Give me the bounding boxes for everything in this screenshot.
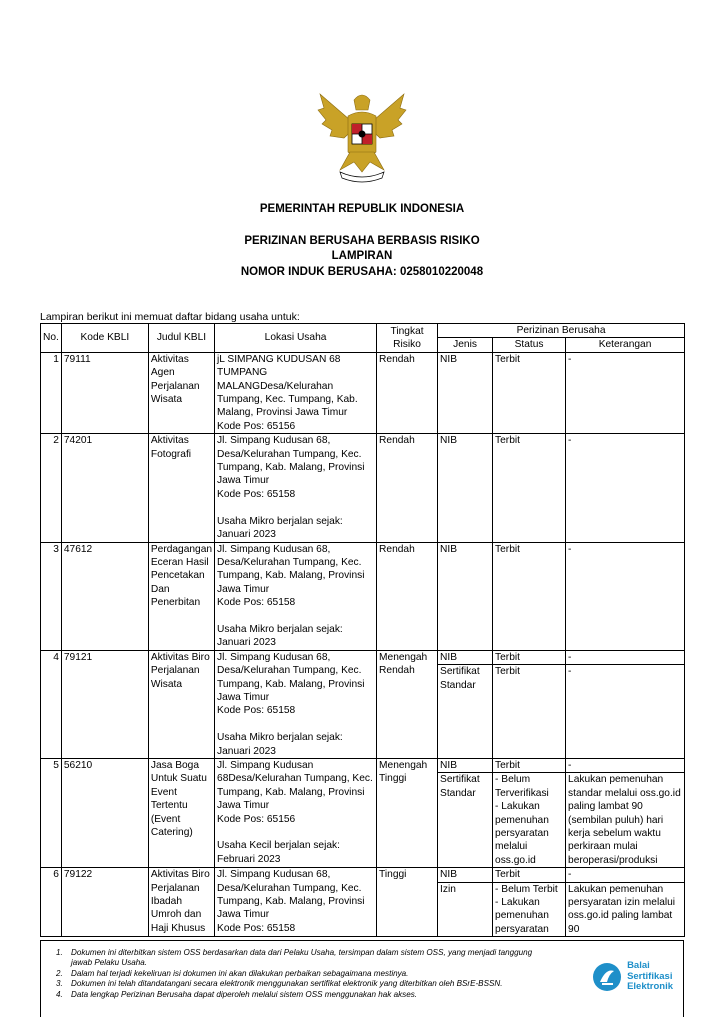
cell-risiko: Menengah Tinggi — [377, 759, 438, 868]
jenis-item: NIB — [440, 760, 458, 771]
status-item: Terbit — [495, 435, 520, 447]
jenis-item: Izin — [438, 882, 492, 896]
cell-no: 6 — [41, 868, 62, 937]
cell-jenis — [438, 650, 493, 758]
cell-keterangan — [566, 434, 685, 542]
cell-jenis — [438, 352, 493, 433]
col-judul: Judul KBLI — [148, 324, 214, 353]
keterangan-item: - — [568, 869, 572, 881]
business-table — [40, 323, 685, 937]
jenis-item: NIB — [440, 651, 458, 663]
cell-status — [493, 650, 566, 758]
status-item: Terbit — [495, 869, 520, 881]
table-row — [41, 650, 685, 758]
cell-lokasi: jL SIMPANG KUDUSAN 68 TUMPANG MALANGDesa/Kelurahan Tumpang, Kec. Tumpang, Kab. Malang, Provinsi Jawa Timur Kode Pos: 65156 — [215, 352, 377, 433]
keterangan-item: - — [568, 760, 572, 771]
cell-jenis — [438, 434, 493, 542]
jenis-item: Sertifikat Standar — [438, 772, 492, 800]
cell-keterangan — [566, 759, 685, 868]
bsre-logo — [592, 961, 673, 993]
table-row — [41, 542, 685, 650]
cell-kode: 47612 — [61, 542, 148, 650]
status-item: Terbit — [495, 651, 520, 663]
bsre-text-line: Elektronik — [627, 981, 673, 992]
status-item: - Belum Terverifikasi - Lakukan pemenuhan persyaratan melalui oss.go.id — [493, 772, 565, 867]
cell-status — [493, 434, 566, 542]
keterangan-item: - — [568, 435, 572, 447]
jenis-item: NIB — [440, 543, 458, 555]
status-item: Terbit — [493, 664, 565, 678]
cell-judul: Jasa Boga Untuk Suatu Event Tertentu (Event Catering) — [148, 759, 214, 868]
attachment-label: LAMPIRAN — [331, 250, 393, 262]
cell-no: 4 — [41, 650, 62, 758]
cell-keterangan — [566, 650, 685, 758]
cell-risiko: Tinggi — [377, 868, 438, 937]
cell-judul: Perdagangan Eceran Hasil Pencetakan Dan Penerbitan — [148, 542, 214, 650]
cell-risiko: Rendah — [377, 352, 438, 433]
cell-kode: 56210 — [61, 759, 148, 868]
footer-note: 3. Dokumen ini telah ditandatangani secara elektronik menggunakan sertifikat elektronik yang diterbitkan oleh BSrE-BSSN. — [65, 979, 545, 989]
status-item: - Belum Terbit - Lakukan pemenuhan persyaratan — [493, 882, 565, 937]
cell-no: 2 — [41, 434, 62, 542]
cell-risiko: Menengah Rendah — [377, 650, 438, 758]
cell-kode: 79121 — [61, 650, 148, 758]
col-kode: Kode KBLI — [61, 324, 148, 353]
garuda-emblem — [310, 86, 414, 186]
table-row — [41, 868, 685, 937]
keterangan-item: - — [568, 543, 572, 555]
table-row — [41, 759, 685, 868]
cell-no: 5 — [41, 759, 62, 868]
cell-jenis — [438, 868, 493, 937]
keterangan-item: - — [566, 664, 684, 678]
cell-judul: Aktivitas Biro Perjalanan Wisata — [148, 650, 214, 758]
status-item: Terbit — [495, 353, 520, 365]
table-row — [41, 352, 685, 433]
col-keterangan: Keterangan — [566, 338, 685, 352]
cell-lokasi: Jl. Simpang Kudusan 68, Desa/Kelurahan Tumpang, Kec. Tumpang, Kab. Malang, Provinsi Jawa Timur Kode Pos: 65158 Usaha Mikro berjalan sejak: Januari 2023 — [215, 542, 377, 650]
table-row — [41, 434, 685, 542]
keterangan-item: - — [568, 651, 572, 663]
jenis-item: NIB — [440, 869, 458, 881]
cell-risiko: Rendah — [377, 542, 438, 650]
footer-note: 4. Data lengkap Perizinan Berusaha dapat diperoleh melalui sistem OSS menggunakan hak akses. — [65, 990, 545, 1000]
keterangan-item: Lakukan pemenuhan standar melalui oss.go.id paling lambat 90 (sembilan puluh) hari kerja sebelum waktu perkiraan mulai beroperasi/produksi — [566, 772, 684, 867]
intro-text: Lampiran berikut ini memuat daftar bidang usaha untuk: — [40, 311, 300, 323]
jenis-item: Sertifikat Standar — [438, 664, 492, 692]
footer-notes — [40, 940, 684, 1017]
cell-risiko: Rendah — [377, 434, 438, 542]
col-lokasi: Lokasi Usaha — [215, 324, 377, 353]
col-status: Status — [493, 338, 566, 352]
col-risiko: Tingkat Risiko — [377, 324, 438, 353]
cell-keterangan — [566, 542, 685, 650]
cell-jenis — [438, 542, 493, 650]
bsre-text-line: Balai — [627, 960, 650, 971]
cell-lokasi: Jl. Simpang Kudusan 68Desa/Kelurahan Tumpang, Kec. Tumpang, Kab. Malang, Provinsi Jawa Timur Kode Pos: 65156 Usaha Kecil berjalan sejak: Februari 2023 — [215, 759, 377, 868]
status-item: Terbit — [495, 760, 520, 771]
cell-no: 1 — [41, 352, 62, 433]
nib-number: NOMOR INDUK BERUSAHA: 0258010220048 — [240, 266, 484, 278]
footer-note: 1. Dokumen ini diterbitkan sistem OSS berdasarkan data dari Pelaku Usaha, tersimpan dalam sistem OSS, yang menjadi tanggung jawab Pelaku Usaha. — [65, 948, 545, 969]
status-item: Terbit — [495, 543, 520, 555]
cell-judul: Aktivitas Agen Perjalanan Wisata — [148, 352, 214, 433]
keterangan-item: Lakukan pemenuhan persyaratan izin melalui oss.go.id paling lambat 90 — [566, 882, 684, 937]
keterangan-item: - — [568, 353, 572, 365]
cell-keterangan — [566, 352, 685, 433]
col-perizinan: Perizinan Berusaha — [438, 324, 685, 338]
cell-kode: 79111 — [61, 352, 148, 433]
cell-keterangan — [566, 868, 685, 937]
cell-judul: Aktivitas Fotografi — [148, 434, 214, 542]
government-title: PEMERINTAH REPUBLIK INDONESIA — [259, 203, 465, 215]
document-title: PERIZINAN BERUSAHA BERBASIS RISIKO — [244, 235, 480, 247]
cell-lokasi: Jl. Simpang Kudusan 68, Desa/Kelurahan Tumpang, Kec. Tumpang, Kab. Malang, Provinsi Jawa Timur Kode Pos: 65158 Usaha Mikro berjalan sejak: Januari 2023 — [215, 650, 377, 758]
cell-status — [493, 542, 566, 650]
cell-no: 3 — [41, 542, 62, 650]
bsre-icon — [592, 962, 622, 992]
cell-lokasi: Jl. Simpang Kudusan 68, Desa/Kelurahan Tumpang, Kec. Tumpang, Kab. Malang, Provinsi Jawa Timur Kode Pos: 65158 Usaha Mikro berjalan sejak: Januari 2023 — [215, 434, 377, 542]
cell-status — [493, 759, 566, 868]
footer-note: 2. Dalam hal terjadi kekeliruan isi dokumen ini akan dilakukan perbaikan sebagaimana mestinya. — [65, 969, 545, 979]
cell-judul: Aktivitas Biro Perjalanan Ibadah Umroh dan Haji Khusus — [148, 868, 214, 937]
cell-status — [493, 868, 566, 937]
col-jenis: Jenis — [438, 338, 493, 352]
jenis-item: NIB — [440, 435, 458, 447]
cell-status — [493, 352, 566, 433]
bsre-text-line: Sertifikasi — [627, 970, 673, 982]
col-no: No. — [41, 324, 62, 353]
jenis-item: NIB — [440, 353, 458, 365]
cell-kode: 74201 — [61, 434, 148, 542]
header-row — [41, 324, 685, 338]
cell-jenis — [438, 759, 493, 868]
cell-kode: 79122 — [61, 868, 148, 937]
cell-lokasi: Jl. Simpang Kudusan 68, Desa/Kelurahan Tumpang, Kec. Tumpang, Kab. Malang, Provinsi Jawa Timur Kode Pos: 65158 — [215, 868, 377, 937]
